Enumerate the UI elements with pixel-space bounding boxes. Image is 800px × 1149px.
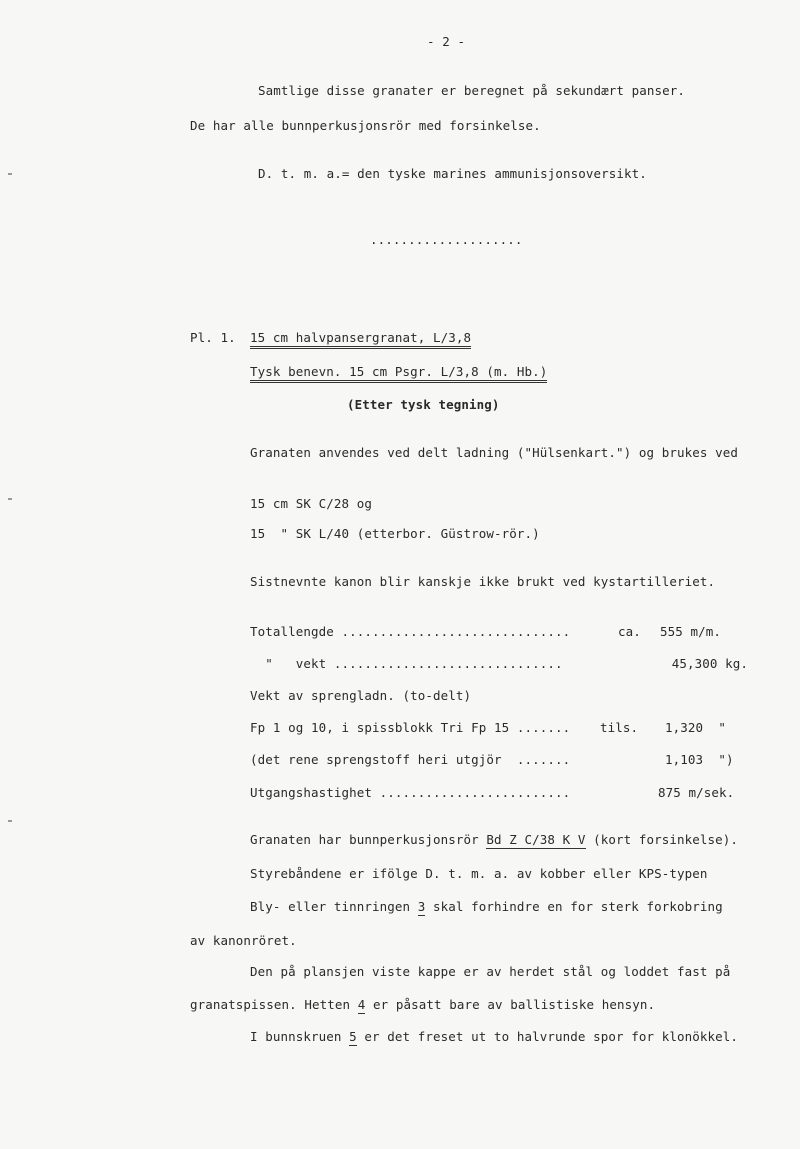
- spec-value: 875 m/sek.: [658, 785, 735, 800]
- cap-text-pre: granatspissen. Hetten: [190, 997, 358, 1012]
- spec-label: Fp 1 og 10, i spissblokk Tri Fp 15 .......: [250, 720, 571, 735]
- cap-ref-number: 4: [357, 997, 366, 1012]
- abbreviation-note: D. t. m. a.= den tyske marines ammunisjonsoversikt.: [258, 166, 647, 181]
- separator-dots: ....................: [370, 232, 523, 247]
- coastal-artillery-note: Sistnevnte kanon blir kanskje ikke brukt ved kystartilleriet.: [250, 574, 716, 589]
- ring-line: [250, 899, 723, 914]
- german-designation: Tysk benevn. 15 cm Psgr. L/3,8 (m. Hb.): [250, 364, 547, 383]
- fuze-line: [250, 832, 738, 847]
- intro-line-1: Samtlige disse granater er beregnet på sekundært panser.: [258, 83, 686, 98]
- page-number: - 2 -: [427, 34, 466, 49]
- gun-2: 15 " SK L/40 (etterbor. Güstrow-rör.): [250, 526, 540, 541]
- margin-mark: [8, 173, 12, 175]
- spec-value: 45,300 kg.: [671, 656, 748, 671]
- spec-qualifier: ca.: [618, 624, 641, 639]
- cap-text-post: er påsatt bare av ballistiske hensyn.: [365, 997, 656, 1012]
- fuze-text-post: (kort forsinkelse).: [585, 832, 739, 847]
- cap-line-2: [190, 997, 655, 1012]
- ring-continuation: av kanonröret.: [190, 933, 297, 948]
- plate-title: 15 cm halvpansergranat, L/3,8: [250, 330, 471, 349]
- bands-line: Styrebåndene er ifölge D. t. m. a. av kobber eller KPS-typen: [250, 866, 708, 881]
- base-text-post: er det freset ut to halvrunde spor for klonökkel.: [356, 1029, 739, 1044]
- gun-1: 15 cm SK C/28 og: [250, 496, 373, 511]
- fuze-text-pre: Granaten har bunnperkusjonsrör: [250, 832, 487, 847]
- base-text-pre: I bunnskruen: [250, 1029, 350, 1044]
- usage-line: Granaten anvendes ved delt ladning ("Hülsenkart.") og brukes ved: [250, 445, 739, 460]
- spec-value: 1,103 "): [665, 752, 734, 767]
- spec-label: Totallengde ..............................: [250, 624, 571, 639]
- source-note: (Etter tysk tegning): [347, 397, 500, 412]
- fuze-code: Bd Z C/38 K V: [486, 832, 586, 847]
- plate-label: Pl. 1.: [190, 330, 236, 345]
- margin-mark: [8, 820, 12, 822]
- spec-value: 1,320 ": [665, 720, 727, 735]
- spec-value: 555 m/m.: [660, 624, 722, 639]
- spec-label: Vekt av sprengladn. (to-delt): [250, 688, 472, 703]
- spec-label: " vekt ..............................: [250, 656, 563, 671]
- margin-mark: [8, 498, 12, 500]
- ring-text-post: skal forhindre en for sterk forkobring: [425, 899, 723, 914]
- cap-line: Den på plansjen viste kappe er av herdet stål og loddet fast på: [250, 964, 731, 979]
- ring-ref-number: 3: [417, 899, 426, 914]
- spec-qualifier: tils.: [600, 720, 639, 735]
- intro-line-2: De har alle bunnperkusjonsrör med forsinkelse.: [190, 118, 541, 133]
- ring-text-pre: Bly- eller tinnringen: [250, 899, 418, 914]
- spec-label: Utgangshastighet .........................: [250, 785, 571, 800]
- spec-label: (det rene sprengstoff heri utgjör .......: [250, 752, 571, 767]
- base-ref-number: 5: [349, 1029, 357, 1044]
- base-line: [250, 1029, 738, 1044]
